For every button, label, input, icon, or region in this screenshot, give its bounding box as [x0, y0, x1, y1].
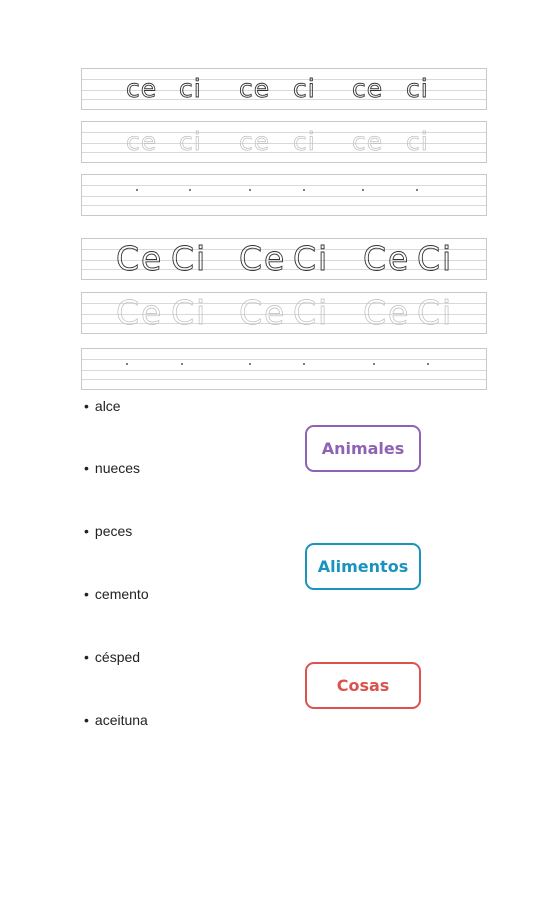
tracing-letters: Ci	[171, 293, 208, 332]
tracing-strip-5	[81, 292, 487, 334]
category-box-animales[interactable]	[305, 425, 421, 472]
start-dot	[427, 363, 429, 365]
guide-line	[82, 185, 486, 186]
word-label: alce	[94, 398, 121, 414]
word-item-cemento	[84, 586, 149, 602]
word-item-cesped	[84, 649, 140, 665]
tracing-strip-1	[81, 68, 487, 110]
tracing-letters: ci	[406, 74, 429, 103]
word-item-peces	[84, 523, 132, 539]
start-dot	[249, 363, 251, 365]
tracing-letters: Ce	[363, 293, 411, 332]
start-dot	[303, 363, 305, 365]
tracing-letters: ci	[406, 127, 429, 156]
category-box-cosas[interactable]	[305, 662, 421, 709]
tracing-strip-3	[81, 174, 487, 216]
guide-line	[82, 359, 486, 360]
word-label: césped	[94, 649, 141, 665]
guide-line	[82, 370, 486, 371]
tracing-strip-4	[81, 238, 487, 280]
tracing-letters: Ce	[239, 293, 287, 332]
tracing-letters: ce	[239, 127, 271, 156]
start-dot	[126, 363, 128, 365]
bullet: •	[84, 523, 89, 539]
tracing-letters: ci	[179, 127, 202, 156]
word-label: aceituna	[94, 712, 148, 728]
tracing-letters: ce	[126, 127, 158, 156]
tracing-letters: ce	[352, 127, 384, 156]
start-dot	[181, 363, 183, 365]
start-dot	[416, 189, 418, 191]
word-label: cemento	[94, 586, 149, 602]
tracing-letters: Ce	[363, 239, 411, 278]
tracing-letters: Ci	[417, 239, 454, 278]
category-label: Cosas	[336, 676, 390, 695]
category-box-alimentos[interactable]	[305, 543, 421, 590]
tracing-letters: ce	[239, 74, 271, 103]
bullet: •	[84, 398, 89, 414]
word-label: nueces	[94, 460, 141, 476]
word-item-alce	[84, 398, 121, 414]
tracing-letters: Ce	[239, 239, 287, 278]
start-dot	[189, 189, 191, 191]
tracing-letters: ce	[352, 74, 384, 103]
bullet: •	[84, 649, 89, 665]
tracing-letters: ci	[179, 74, 202, 103]
category-label: Alimentos	[317, 557, 409, 576]
tracing-strip-2	[81, 121, 487, 163]
word-label: peces	[94, 523, 133, 539]
tracing-strip-6	[81, 348, 487, 390]
tracing-letters: Ci	[293, 293, 330, 332]
tracing-letters: ci	[293, 74, 316, 103]
bullet: •	[84, 586, 89, 602]
tracing-letters: Ce	[116, 293, 164, 332]
word-item-nueces	[84, 460, 140, 476]
word-item-aceituna	[84, 712, 148, 728]
tracing-letters: ce	[126, 74, 158, 103]
tracing-letters: ci	[293, 127, 316, 156]
start-dot	[362, 189, 364, 191]
start-dot	[303, 189, 305, 191]
category-label: Animales	[321, 439, 405, 458]
tracing-letters: Ci	[293, 239, 330, 278]
start-dot	[249, 189, 251, 191]
tracing-letters: Ci	[171, 239, 208, 278]
guide-line	[82, 205, 486, 206]
start-dot	[136, 189, 138, 191]
start-dot	[373, 363, 375, 365]
guide-line	[82, 196, 486, 197]
guide-line	[82, 379, 486, 380]
bullet: •	[84, 460, 89, 476]
tracing-letters: Ci	[417, 293, 454, 332]
tracing-letters: Ce	[116, 239, 164, 278]
bullet: •	[84, 712, 89, 728]
